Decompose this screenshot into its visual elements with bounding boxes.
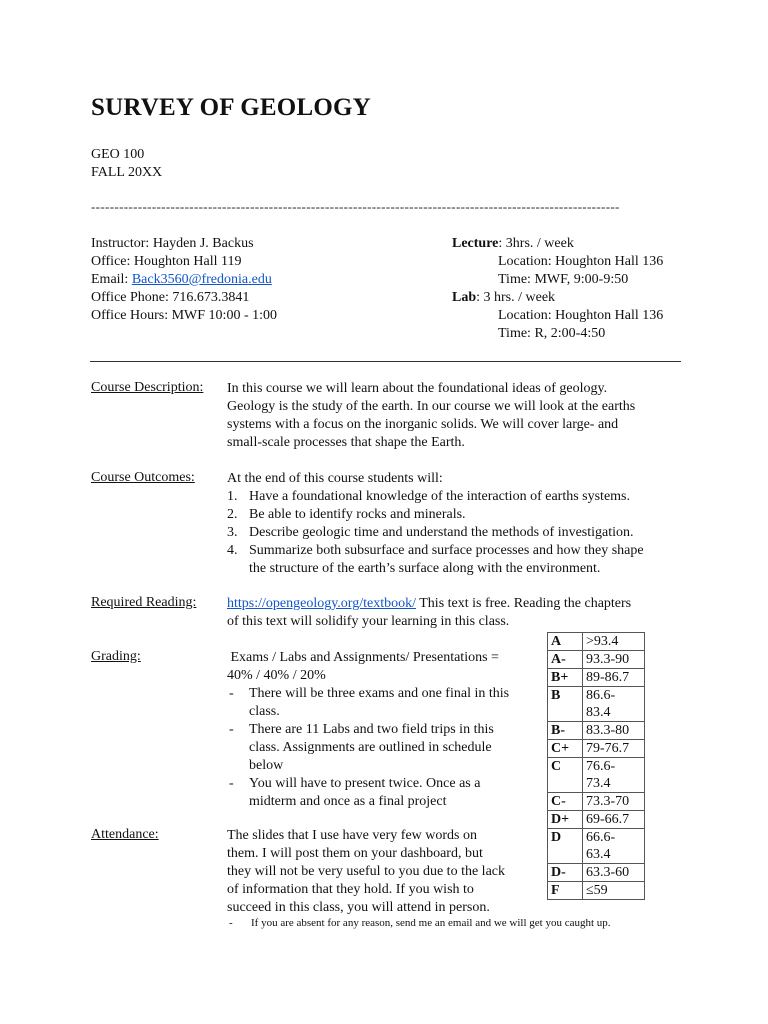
instructor-name: Instructor: Hayden J. Backus [91, 236, 254, 251]
grade-range [583, 758, 645, 793]
grade-letter: D [548, 829, 583, 864]
reading-line-2: of this text will solidify your learning in this class. [227, 614, 510, 629]
dashed-separator: ----------------------------------------------------------------------------------------------------------------- [91, 199, 620, 214]
attendance-line: of information that they hold. If you wish to [227, 882, 474, 897]
bullet-text: class. Assignments are outlined in schedule [249, 740, 492, 755]
grade-row [548, 651, 645, 669]
grade-range-line: 86.6- [586, 688, 616, 703]
grade-range-line: 63.3-60 [586, 865, 630, 880]
reading-line [227, 595, 687, 613]
outcome-text: Have a foundational knowledge of the interaction of earths systems. [249, 489, 630, 504]
grading-bullet [227, 685, 537, 721]
grade-range [583, 669, 645, 687]
grade-range [583, 740, 645, 758]
outcome-item [227, 542, 697, 578]
lecture-time: Time: MWF, 9:00-9:50 [498, 272, 629, 287]
grade-letter: B+ [548, 669, 583, 687]
grade-range [583, 633, 645, 651]
lecture-label: Lecture [452, 236, 499, 251]
grade-range-line: 63.4 [586, 847, 611, 862]
grade-letter: B [548, 687, 583, 722]
reading-text [227, 595, 687, 631]
grade-range-line: >93.4 [586, 634, 619, 649]
attendance-note [227, 916, 611, 930]
grading-bullet [227, 721, 537, 775]
attendance-line: they will not be very useful to you due to the lack [227, 864, 505, 879]
grade-range-line: 83.4 [586, 705, 611, 720]
grade-row [548, 882, 645, 900]
attendance-note-text: If you are absent for any reason, send me an email and we will get you caught up. [251, 917, 611, 929]
instructor-email-line [91, 271, 277, 289]
bullet-text: There are 11 Labs and two field trips in this [249, 722, 494, 737]
grade-letter: D- [548, 864, 583, 882]
description-label: Course Description: [91, 380, 204, 395]
lecture-hours: : 3hrs. / week [498, 236, 574, 251]
instructor-phone: Office Phone: 716.673.3841 [91, 290, 250, 305]
attendance-line: The slides that I use have very few words on [227, 828, 477, 843]
attendance-line: them. I will post them on your dashboard, but [227, 846, 483, 861]
lab-time: Time: R, 2:00-4:50 [498, 326, 606, 341]
bullet-text: You will have to present twice. Once as a [249, 776, 481, 791]
grade-letter: F [548, 882, 583, 900]
grade-letter: B- [548, 722, 583, 740]
attendance-label: Attendance: [91, 827, 159, 842]
textbook-link[interactable]: https://opengeology.org/textbook/ [227, 596, 416, 611]
dash-bullet: - [229, 776, 234, 791]
course-code: GEO 100 [91, 147, 145, 162]
grade-range-line: 76.6- [586, 759, 616, 774]
grade-letter: C+ [548, 740, 583, 758]
outcomes-intro: At the end of this course students will: [227, 471, 443, 486]
grade-range-line: 83.3-80 [586, 723, 630, 738]
grade-range [583, 687, 645, 722]
lab-heading [452, 289, 555, 307]
grade-row [548, 758, 645, 793]
outcomes-text [227, 470, 697, 578]
grade-range-line: ≤59 [586, 883, 608, 898]
grade-scale-table [547, 632, 645, 900]
grade-row [548, 740, 645, 758]
bullet-text: There will be three exams and one final in this [249, 686, 510, 701]
outcome-text: Be able to identify rocks and minerals. [249, 507, 466, 522]
instructor-email-link[interactable]: Back3560@fredonia.edu [131, 272, 272, 287]
grade-row [548, 793, 645, 811]
grade-letter: A- [548, 651, 583, 669]
bullet-text: below [249, 758, 284, 773]
grading-text [227, 649, 537, 811]
lecture-heading [452, 235, 574, 253]
grade-letter: A [548, 633, 583, 651]
grade-row [548, 864, 645, 882]
grade-range-line: 69-66.7 [586, 812, 630, 827]
outcome-text: Describe geologic time and understand the methods of investigation. [249, 525, 634, 540]
grading-weights-line: Exams / Labs and Assignments/ Presentations = [227, 650, 499, 665]
outcome-text: Summarize both subsurface and surface processes and how they shape [249, 543, 644, 558]
description-line: In this course we will learn about the foundational ideas of geology. [227, 381, 608, 396]
grade-letter: C [548, 758, 583, 793]
dash-bullet: - [229, 722, 234, 737]
course-term: FALL 20XX [91, 165, 163, 180]
grade-range-line: 93.3-90 [586, 652, 630, 667]
grade-range-line: 89-86.7 [586, 670, 630, 685]
grading-bullets [227, 685, 537, 811]
grading-weights-values: 40% / 40% / 20% [227, 668, 326, 683]
grade-range-line: 66.6- [586, 830, 616, 845]
grade-row [548, 687, 645, 722]
grade-row [548, 811, 645, 829]
section-divider [90, 361, 681, 362]
outcome-item [227, 488, 697, 506]
lecture-location: Location: Houghton Hall 136 [498, 254, 664, 269]
reading-label: Required Reading: [91, 595, 197, 610]
grade-row [548, 829, 645, 864]
outcome-item [227, 506, 697, 524]
grade-row [548, 669, 645, 687]
reading-line-rest: This text is free. Reading the chapters [416, 596, 632, 611]
grade-range [583, 722, 645, 740]
grade-row [548, 722, 645, 740]
bullet-text: class. [249, 704, 280, 719]
grade-range [583, 864, 645, 882]
instructor-info [91, 235, 277, 325]
grade-range-line: 79-76.7 [586, 741, 630, 756]
description-line: Geology is the study of the earth. In our course we will look at the earths [227, 399, 636, 414]
outcome-number: 4. [227, 543, 238, 558]
instructor-office: Office: Houghton Hall 119 [91, 254, 242, 269]
attendance-text [227, 827, 537, 917]
outcome-number: 3. [227, 525, 238, 540]
outcomes-label: Course Outcomes: [91, 470, 195, 485]
grade-row [548, 633, 645, 651]
outcome-text: the structure of the earth’s surface along with the environment. [249, 561, 601, 576]
grade-letter: D+ [548, 811, 583, 829]
bullet-text: midterm and once as a final project [249, 794, 447, 809]
dash-bullet: - [229, 917, 233, 929]
description-text [227, 380, 687, 452]
lab-label: Lab [452, 290, 477, 305]
description-line: systems with a focus on the inorganic solids. We will cover large- and [227, 417, 619, 432]
instructor-hours: Office Hours: MWF 10:00 - 1:00 [91, 308, 277, 323]
description-line: small-scale processes that shape the Earth. [227, 435, 465, 450]
attendance-line: succeed in this class, you will attend in person. [227, 900, 490, 915]
grade-letter: C- [548, 793, 583, 811]
lab-location: Location: Houghton Hall 136 [498, 308, 664, 323]
dash-bullet: - [229, 686, 234, 701]
grade-range [583, 882, 645, 900]
course-title: SURVEY OF GEOLOGY [91, 94, 371, 121]
grading-label: Grading: [91, 649, 141, 664]
outcome-number: 1. [227, 489, 238, 504]
lab-hours: : 3 hrs. / week [476, 290, 556, 305]
outcomes-list [227, 488, 697, 578]
grade-range [583, 811, 645, 829]
grade-range [583, 829, 645, 864]
outcome-item [227, 524, 697, 542]
email-label: Email: [91, 272, 132, 287]
grade-range-line: 73.3-70 [586, 794, 630, 809]
grade-range-line: 73.4 [586, 776, 611, 791]
outcome-number: 2. [227, 507, 238, 522]
grade-range [583, 793, 645, 811]
grade-range [583, 651, 645, 669]
grading-bullet [227, 775, 537, 811]
